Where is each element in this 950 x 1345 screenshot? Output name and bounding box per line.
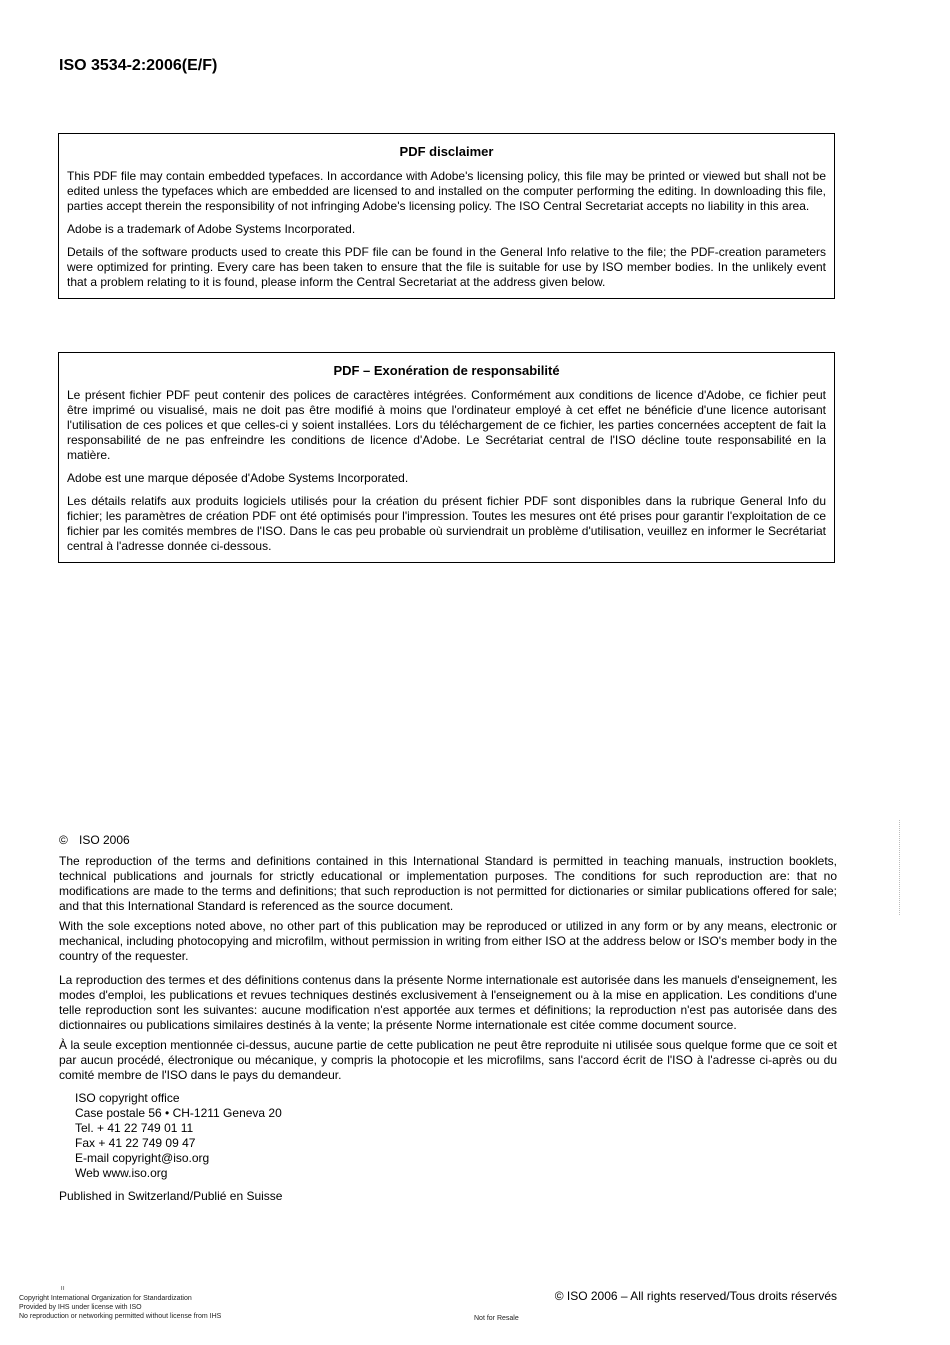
- license-line: No reproduction or networking permitted without license from IHS: [19, 1313, 222, 1320]
- pdf-disclaimer-fr-box: [58, 352, 835, 563]
- disclaimer-fr-paragraph: Le présent fichier PDF peut contenir des polices de caractères intégrées. Conformément aux conditions de licence d'Adobe, ce fichier peut être imprimé ou visualisé, mais ne doit pas être modifié à moins que l'ordinateur employé à cet effet ne bénéficie d'une licence autorisant l'utilisation de ces polices et que celles-ci y soient installées. Lors du téléchargement de ce fichier, les parties concernées acceptent de fait la responsabilité de ne pas enfreindre les conditions de licence d'Adobe. Le Secrétariat central de l'ISO décline toute responsabilité en la matière.: [67, 388, 826, 462]
- copyright-paragraph: With the sole exceptions noted above, no other part of this publication may be reproduced or utilized in any form or by any means, electronic or mechanical, including photocopying and microfilm, without permission in writing from either ISO at the address below or ISO's member body in the country of the requester.: [59, 919, 837, 963]
- copyright-paragraph: La reproduction des termes et des définitions contenus dans la présente Norme internationale est autorisée dans les manuels d'enseignement, les modes d'emploi, les publications et revues techniques destinés exclusivement à l'enseignement ou à la mise en application. Les conditions d'une telle reproduction sont les suivantes: aucune modification n'est apportée aux termes et définitions; la reproduction n'est pas autorisée dans des dictionnaires ou publications similaires destinés à la vente; la présente Norme internationale est citée comme document source.: [59, 973, 837, 1032]
- address-line: Web www.iso.org: [75, 1166, 168, 1180]
- iso-copyright-office-address: [75, 1091, 837, 1181]
- published-in: Published in Switzerland/Publié en Suisse: [59, 1189, 283, 1203]
- pdf-disclaimer-box: [58, 133, 835, 299]
- license-line: Provided by IHS under license with ISO: [19, 1304, 142, 1311]
- address-line: E-mail copyright@iso.org: [75, 1151, 210, 1165]
- document-id: ISO 3534-2:2006(E/F): [59, 57, 218, 74]
- not-for-resale: Not for Resale: [474, 1315, 519, 1322]
- copyright-notice: ISO 2006: [79, 833, 130, 847]
- copyright-paragraph: À la seule exception mentionnée ci-dessus, aucune partie de cette publication ne peut être reproduite ni utilisée sous quelque forme que ce soit et par aucun procédé, électronique ou mécanique, y compris la photocopie et les microfilms, sans l'accord écrit de l'ISO à l'adresse ci-après ou du comité membre de l'ISO dans le pays du demandeur.: [59, 1038, 837, 1082]
- address-line: ISO copyright office: [75, 1091, 180, 1105]
- rights-reserved: © ISO 2006 – All rights reserved/Tous droits réservés: [554, 1289, 837, 1303]
- dots-mark: ⠛: [60, 1287, 66, 1294]
- address-line: Case postale 56 • CH-1211 Geneva 20: [75, 1106, 282, 1120]
- disclaimer-paragraph: This PDF file may contain embedded typefaces. In accordance with Adobe's licensing policy, this file may be printed or viewed but shall not be edited unless the typefaces which are embedded are licensed to and installed on the computer performing the editing. In downloading this file, parties accept therein the responsibility of not infringing Adobe's licensing policy. The ISO Central Secretariat accepts no liability in this area.: [67, 169, 826, 213]
- disclaimer-paragraph: Adobe is a trademark of Adobe Systems Incorporated.: [67, 222, 356, 236]
- copyright-line: [59, 833, 837, 848]
- copyright-section: [59, 833, 837, 1204]
- disclaimer-fr-paragraph: Les détails relatifs aux produits logiciels utilisés pour la création du présent fichier PDF sont disponibles dans la rubrique General Info du fichier; les paramètres de création PDF ont été optimisés pour l'impression. Toutes les mesures ont été prises pour garantir l'exploitation de ce fichier par les comités membres de l'ISO. Dans le cas peu probable où surviendrait un problème d'utilisation, veuillez en informer le Secrétariat central à l'adresse donnée ci-dessous.: [67, 494, 826, 553]
- copyright-symbol: ©: [59, 833, 68, 847]
- copyright-paragraph: The reproduction of the terms and definitions contained in this International Standard is permitted in teaching manuals, instruction booklets, technical publications and journals for strictly educational or implementation purposes. The conditions for such reproduction are: that no modifications are made to the terms and definitions; that such reproduction is not permitted for dictionaries or similar publications offered for sale; and that this International Standard is referenced as the source document.: [59, 854, 837, 913]
- ihs-license-footer: [19, 1288, 221, 1321]
- pdf-disclaimer-fr-title: PDF – Exonération de responsabilité: [333, 363, 560, 378]
- disclaimer-paragraph: Details of the software products used to create this PDF file can be found in the General Info relative to the file; the PDF-creation parameters were optimized for printing. Every care has been taken to ensure that the file is suitable for use by ISO member bodies. In the unlikely event that a problem relating to it is found, please inform the Central Secretariat at the address given below.: [67, 245, 826, 289]
- pdf-disclaimer-title: PDF disclaimer: [399, 144, 494, 159]
- margin-marks: [899, 820, 903, 915]
- disclaimer-fr-paragraph: Adobe est une marque déposée d'Adobe Systems Incorporated.: [67, 471, 409, 485]
- license-line: Copyright International Organization for Standardization: [19, 1295, 192, 1302]
- address-line: Fax + 41 22 749 09 47: [75, 1136, 196, 1150]
- address-line: Tel. + 41 22 749 01 11: [75, 1121, 194, 1135]
